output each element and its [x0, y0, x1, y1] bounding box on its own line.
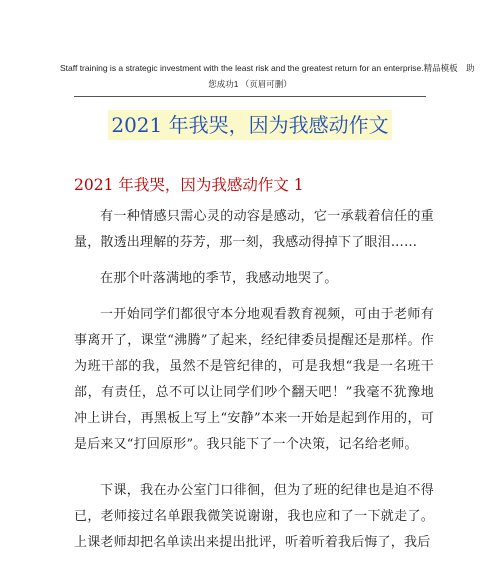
- paragraph: 一开始同学们都很守本分地观看教育视频，可由于老师有事离开了，课堂“沸腾”了起来，经纪律委员提醒还是那样。作为班干部的我，虽然不是管纪律的，可是我想“我是一名班干部，有责任，总不可以让同学们吵个翻天吧！”我毫不犹豫地冲上讲台，再黑板上写上“安静”本来一开始是起到作用的，可是后来又“打回原形”。我只能下了一个决策，记名给老师。: [74, 307, 434, 452]
- document-title: 2021 年我哭，因为我感动作文: [108, 110, 391, 140]
- document-title-wrapper: [0, 110, 500, 140]
- header-line-2: 您成功1 （页眉可删）: [208, 79, 292, 89]
- header-divider: [74, 96, 426, 97]
- paragraph: 下课，我在办公室门口徘徊，但为了班的纪律也是迫不得已，老师接过名单跟我微笑说谢谢，我也应和了一下就走了。上课老师却把名单读出来提出批评，听着听着我后悔了，我后: [74, 483, 434, 550]
- header-line-1: Staff training is a strategic investment with the least risk and the greatest return for an enterprise.精品模板 助: [60, 63, 475, 73]
- section-heading: 2021 年我哭，因为我感动作文 1: [74, 176, 304, 194]
- paragraph: 在那个叶落满地的季节，我感动地哭了。: [100, 271, 338, 286]
- paragraph: 有一种情感只需心灵的动容是感动，它一承载着信任的重量，散透出理解的芬芳，那一刻，我感动得掉下了眼泪……: [74, 209, 434, 250]
- document-body: [74, 204, 434, 566]
- page-header: [60, 60, 475, 92]
